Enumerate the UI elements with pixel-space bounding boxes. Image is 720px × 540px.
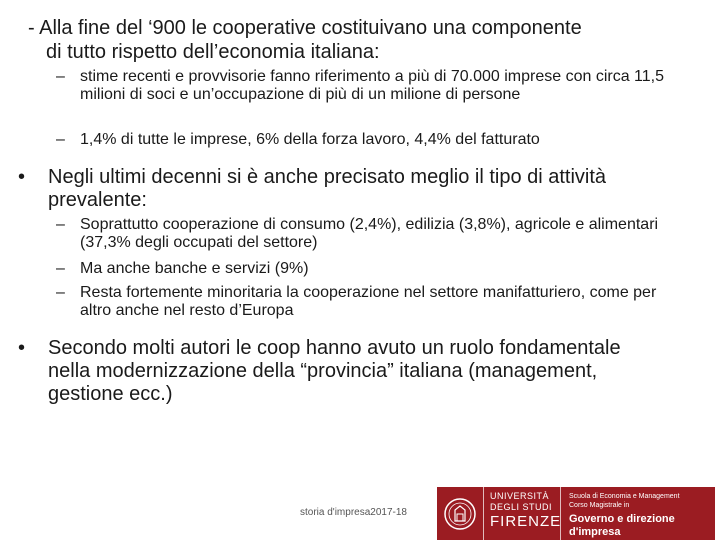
footer-text: storia d'impresa2017-18 — [300, 507, 407, 518]
department-name — [561, 487, 715, 540]
intro-line-1: - Alla fine del ‘900 le cooperative costituivano una componente — [28, 17, 582, 39]
dept-line-1: Scuola di Economia e Management — [569, 493, 680, 500]
activity-subitem-3 — [56, 284, 686, 320]
university-name — [483, 487, 561, 540]
intro-line-2: di tutto rispetto dell’economia italiana: — [46, 41, 380, 63]
subitem-text: stime recenti e provvisorie fanno riferimento a più di 70.000 imprese con circa 11,5 milioni di soci e un’occupazione di più di un milione di persone — [80, 68, 664, 103]
subitem-text: Soprattutto cooperazione di consumo (2,4%), edilizia (3,8%), agricole e alimentari (37,3% degli occupati del settore) — [80, 216, 659, 251]
uni-line-2: DEGLI STUDI — [490, 502, 553, 512]
activity-subitem-2 — [56, 260, 686, 278]
intro-subitem-1 — [56, 68, 686, 104]
dash-marker: – — [56, 216, 65, 233]
seal-icon — [437, 487, 483, 540]
bullet-text: Secondo molti autori le coop hanno avuto un ruolo fondamentale nella modernizzazione della “provincia” italiana (management, gestione ecc.) — [48, 337, 621, 405]
bullet-marker: • — [18, 337, 26, 359]
subitem-text: Resta fortemente minoritaria la cooperazione nel settore manifatturiero, come per altro anche nel resto d’Europa — [80, 284, 657, 319]
uni-line-3: FIRENZE — [490, 513, 562, 530]
bullet-text: Negli ultimi decenni si è anche precisato meglio il tipo di attività prevalente: — [48, 166, 607, 211]
activity-subitem-1 — [56, 216, 686, 252]
bullet-activity — [18, 166, 698, 212]
intro-subitem-2 — [56, 131, 686, 149]
dept-line-2: Corso Magistrale in — [569, 502, 630, 509]
dash-marker: – — [56, 68, 65, 85]
uni-line-1: UNIVERSITÀ — [490, 491, 550, 501]
dash-marker: – — [56, 131, 65, 148]
intro-paragraph — [28, 16, 668, 64]
dept-title: Governo e direzione d'impresa — [569, 513, 675, 538]
dash-marker: – — [56, 284, 65, 301]
university-logo — [437, 487, 715, 540]
dash-marker: – — [56, 260, 65, 277]
bullet-marker: • — [18, 166, 26, 188]
subitem-text: Ma anche banche e servizi (9%) — [80, 260, 309, 277]
bullet-authors — [18, 337, 638, 406]
subitem-text: 1,4% di tutte le imprese, 6% della forza lavoro, 4,4% del fatturato — [80, 131, 540, 148]
